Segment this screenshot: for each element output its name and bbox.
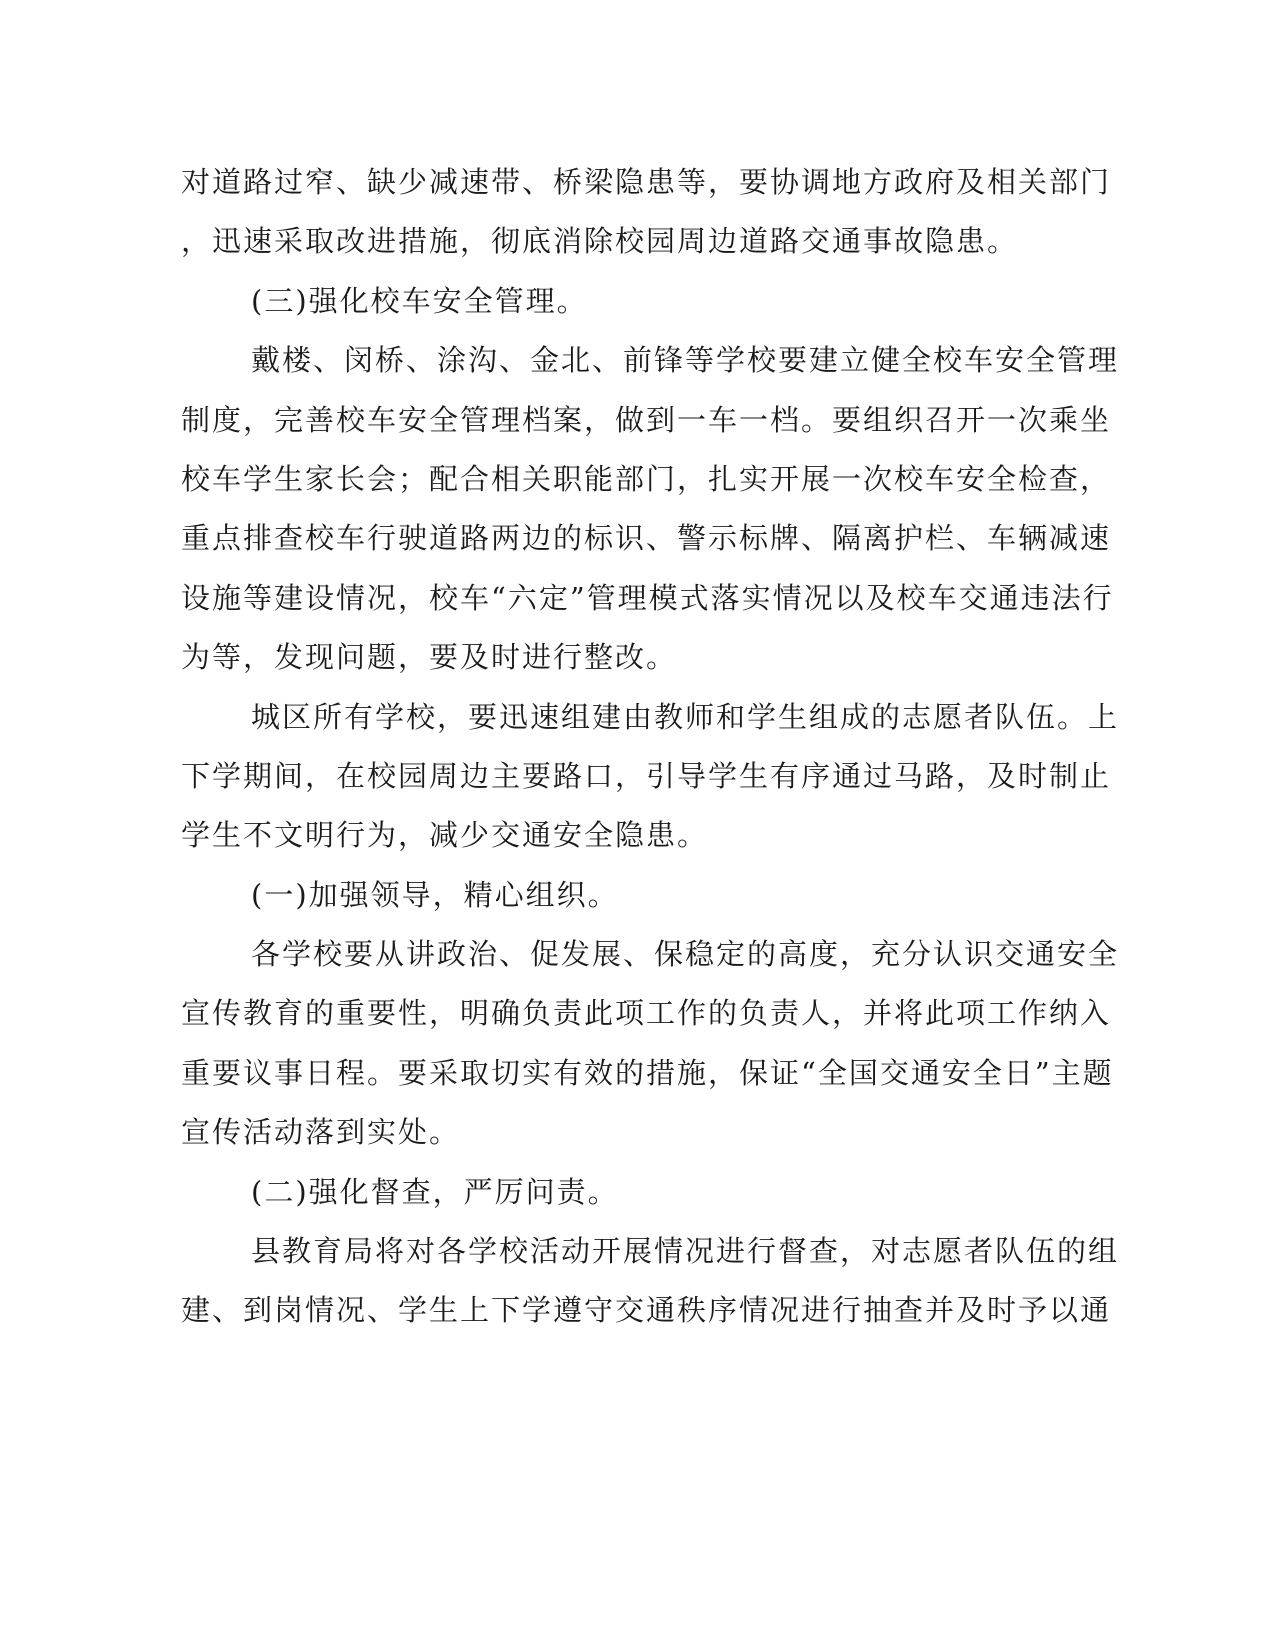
- text-line: 对道路过窄、缺少减速带、桥梁隐患等，要协调地方政府及相关部门: [181, 165, 1112, 199]
- paragraph-start: 城区所有学校，要迅速组建由教师和学生组成的志愿者队伍。上: [251, 699, 1120, 734]
- paragraph-start: 戴楼、闵桥、涂沟、金北、前锋等学校要建立健全校车安全管理: [251, 343, 1120, 378]
- text-line: 为等，发现问题，要及时进行整改。: [181, 640, 678, 675]
- text-line: 建、到岗情况、学生上下学遵守交通秩序情况进行抽查并及时予以通: [181, 1293, 1112, 1328]
- text-line: ，迅速采取改进措施，彻底消除校园周边道路交通事故隐患。: [181, 224, 1019, 259]
- text-line: 下学期间，在校园周边主要路口，引导学生有序通过马路，及时制止: [181, 758, 1112, 793]
- paragraph-start: 各学校要从讲政治、促发展、保稳定的高度，充分认识交通安全: [251, 937, 1120, 972]
- text-line: 校车学生家长会；配合相关职能部门，扎实开展一次校车安全检查，: [181, 461, 1112, 496]
- section-heading: (三)强化校车安全管理。: [251, 283, 588, 318]
- text-line: 重点排查校车行驶道路两边的标识、警示标牌、隔离护栏、车辆减速: [181, 521, 1112, 556]
- document-body: [181, 160, 1120, 1348]
- text-line: 宣传教育的重要性，明确负责此项工作的负责人，并将此项工作纳入: [181, 996, 1112, 1031]
- section-heading: (一)加强领导，精心组织。: [251, 877, 619, 912]
- text-line: 宣传活动落到实处。: [181, 1115, 461, 1150]
- section-heading: (二)强化督查，严厉问责。: [251, 1174, 619, 1209]
- text-line: 重要议事日程。要采取切实有效的措施，保证“全国交通安全日”主题: [181, 1055, 1114, 1090]
- text-line: 设施等建设情况，校车“六定”管理模式落实情况以及校车交通违法行: [181, 580, 1114, 615]
- text-line: 学生不文明行为，减少交通安全隐患。: [181, 818, 709, 853]
- text-line: 制度，完善校车安全管理档案，做到一车一档。要组织召开一次乘坐: [181, 402, 1112, 437]
- paragraph-start: 县教育局将对各学校活动开展情况进行督查，对志愿者队伍的组: [251, 1234, 1120, 1269]
